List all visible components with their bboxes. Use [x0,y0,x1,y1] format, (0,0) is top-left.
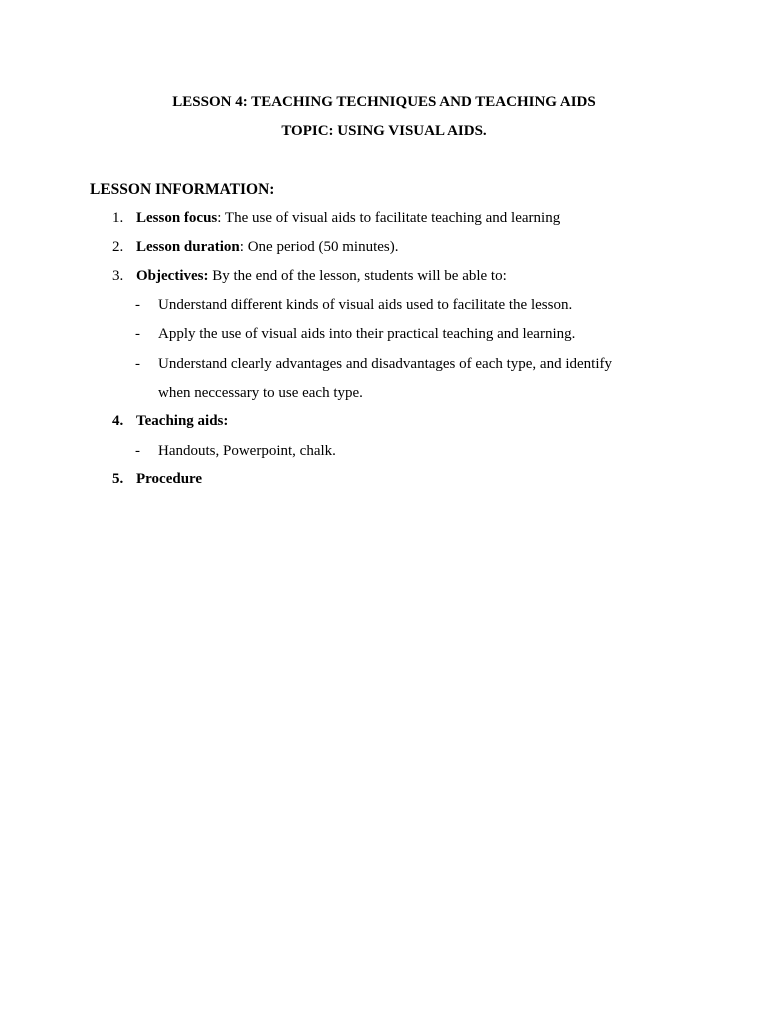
lesson-title: LESSON 4: TEACHING TECHNIQUES AND TEACHING AIDS [172,94,596,110]
item-number: 2. [112,239,124,255]
item-label: Lesson duration [136,239,240,255]
objective-continuation: when neccessary to use each type. [158,385,363,401]
item-label: Teaching aids: [136,413,229,429]
objective-text: Understand different kinds of visual aids used to facilitate the lesson. [158,297,573,313]
item-label: Lesson focus [136,210,218,226]
item-label: Objectives: [136,268,209,284]
list-item [136,413,228,430]
bullet-dash: - [135,326,140,342]
bullet-dash: - [135,443,140,459]
item-text: : One period (50 minutes). [239,239,399,255]
objective-text: Understand clearly advantages and disadvantages of each type, and identify [158,356,612,372]
item-text: : The use of visual aids to facilitate teaching and learning [217,210,561,226]
item-number: 5. [112,471,124,487]
objective-text: Apply the use of visual aids into their practical teaching and learning. [158,326,576,342]
topic-title: TOPIC: USING VISUAL AIDS. [281,123,487,139]
item-number: 1. [112,210,124,226]
list-item [136,239,399,256]
section-heading: LESSON INFORMATION: [90,181,275,198]
bullet-dash: - [135,297,140,313]
bullet-dash: - [135,356,140,372]
teaching-aid-text: Handouts, Powerpoint, chalk. [158,443,336,459]
list-item [136,210,560,227]
item-label: Procedure [136,471,203,487]
list-item [136,268,507,285]
item-text: By the end of the lesson, students will be able to: [208,268,507,284]
item-number: 4. [112,413,124,429]
item-number: 3. [112,268,124,284]
list-item [136,471,202,488]
